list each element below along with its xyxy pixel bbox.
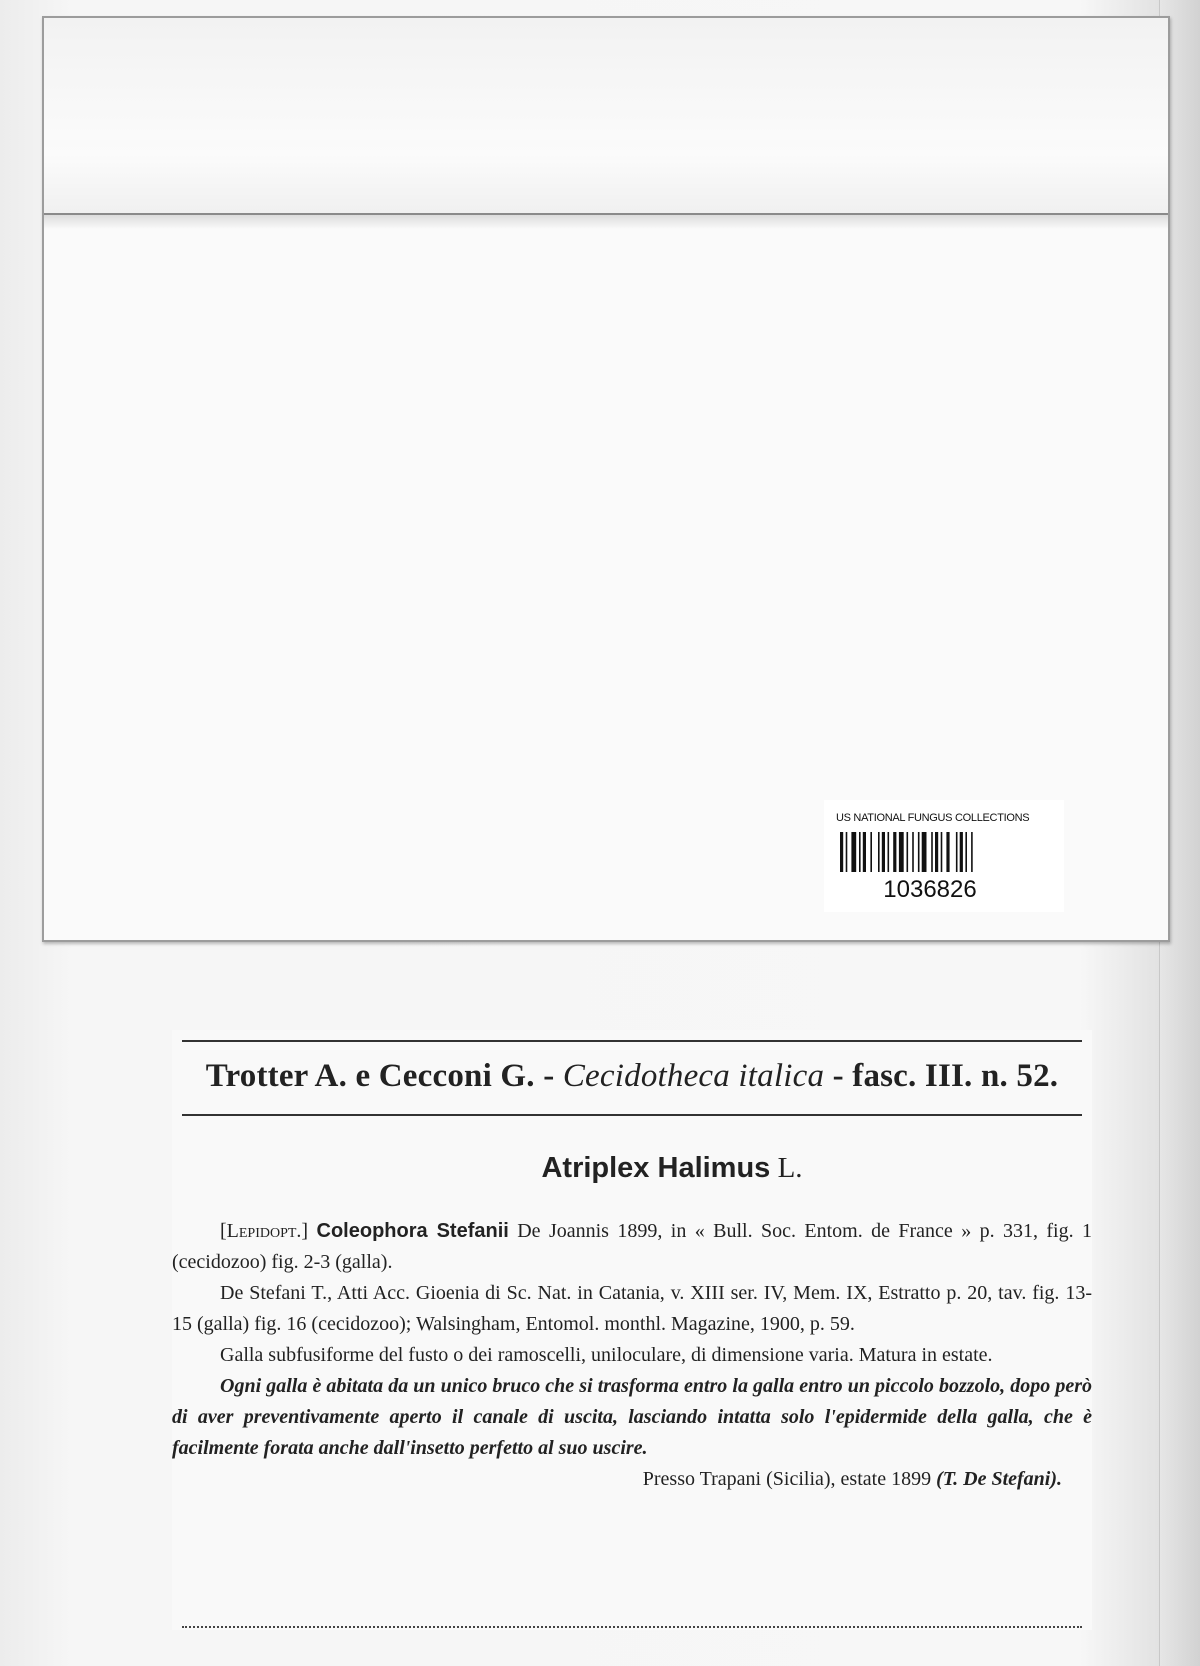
paragraph-description: Galla subfusiforme del fusto o dei ramoscelli, uniloculare, di dimensione varia. Matura in estate. [220, 1344, 993, 1366]
barcode-icon [840, 832, 1020, 872]
series-fascicle: - fasc. III. n. 52. [832, 1058, 1059, 1094]
packet-flap [44, 18, 1168, 215]
host-name: Atriplex Halimus [541, 1152, 771, 1184]
label-body [172, 1216, 1092, 1495]
insect-group: [Lepidopt.] [220, 1220, 309, 1242]
series-name: Cecidotheca italica [562, 1058, 825, 1094]
printed-label [172, 1030, 1092, 1630]
paragraph-biology: Ogni galla è abitata da un unico bruco che si trasforma entro la galla entro un piccolo bozzolo, dopo però di aver preventivamente aperto il canale di uscita, lasciando intatta solo l'epidermide della galla, che è facilmente forata anche dall'insetto perfetto al suo uscire. [172, 1375, 1092, 1459]
gall-species: Coleophora Stefanii [316, 1220, 509, 1242]
barcode-number: 1036826 [883, 876, 977, 903]
barcode-collection-name: US NATIONAL FUNGUS COLLECTIONS [836, 812, 1030, 824]
host-plant [172, 1152, 1172, 1185]
paragraph-species [172, 1216, 1092, 1278]
label-rule-top [182, 1040, 1082, 1042]
series-authors: Trotter A. e Cecconi G. - [205, 1058, 555, 1094]
specimen-packet [42, 16, 1170, 942]
locality-text: Presso Trapani (Sicilia), estate 1899 [642, 1468, 932, 1490]
locality-line [172, 1464, 1092, 1495]
species-reference: De Joannis 1899, in « Bull. Soc. Entom. de France » p. 331, fig. 1 (cecidozoo) fig. 2-3 (galla). [172, 1220, 1093, 1273]
series-title [172, 1058, 1092, 1095]
packet-flap-shadow [44, 215, 1168, 229]
collector: (T. De Stefani). [936, 1468, 1062, 1490]
host-author: L. [777, 1152, 803, 1184]
label-rule-mid [182, 1114, 1082, 1116]
label-rule-bottom [182, 1626, 1082, 1628]
paragraph-references: De Stefani T., Atti Acc. Gioenia di Sc. Nat. in Catania, v. XIII ser. IV, Mem. IX, Estratto p. 20, tav. fig. 13-15 (galla) fig. 16 (cecidozoo); Walsingham, Entomol. monthl. Magazine, 1900, p. 59. [172, 1282, 1092, 1335]
barcode-label [824, 800, 1064, 912]
